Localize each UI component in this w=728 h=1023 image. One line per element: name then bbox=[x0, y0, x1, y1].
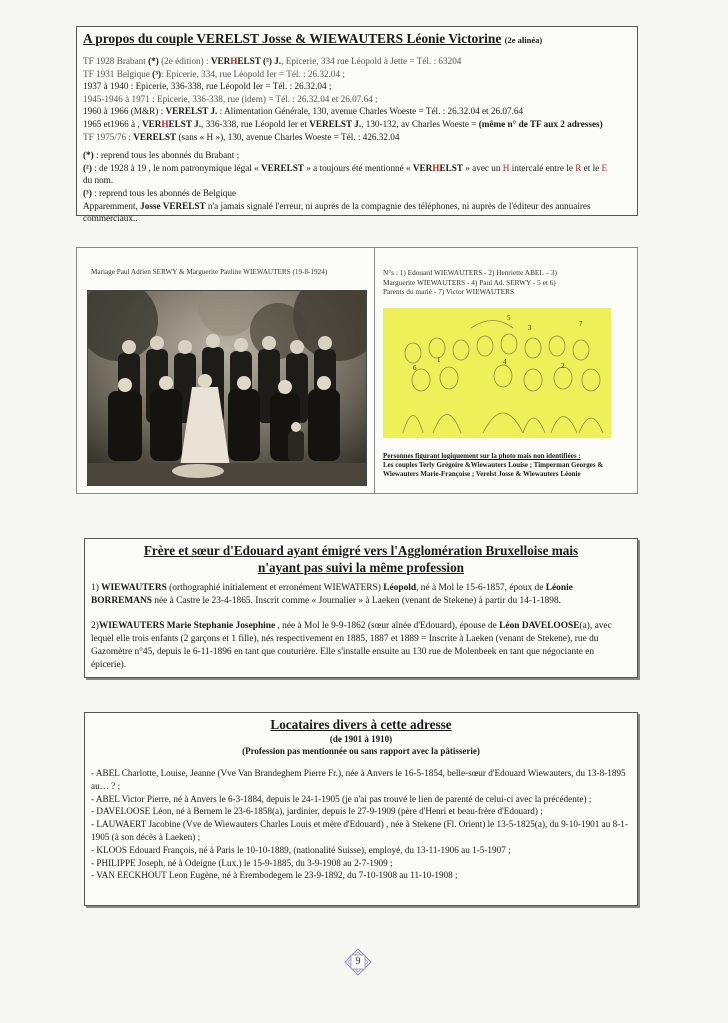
list-item: - ABEL Charlotte, Louise, Jeanne (Vve Van Brandeghem Pierre Fr.), née à Anvers le 16-5-1854, belle-sœur d'Edouard Wiewauters, du 13-8-1895 au… ? ; bbox=[91, 768, 626, 791]
people-legend: N°s : 1) Edouard WIEWAUTERS - 2) Henriette ABEL – 3) Marguerite WIEWAUTERS - 4) Paul Ad. SERWY - 5 et 6) Parents du marié - 7) Victor WIEWAUTERS bbox=[383, 268, 557, 297]
section-title: A propos du couple VERELST Josse & WIEWAUTERS Léonie Victorine (2e alinéa) bbox=[83, 31, 543, 46]
sketch-number: 3 bbox=[528, 324, 532, 332]
directory-line: 1960 à 1966 (M&R) : VERELST J. : Alimentation Générale, 130, avenue Charles Woeste = Tél. : 26.32.04 et 26.07.64 bbox=[83, 106, 524, 117]
remark: Apparemment, Josse VERELST n'a jamais signalé l'erreur, ni auprès de la compagnie des téléphones, ni auprès de l'éditeur des annuaires commerciaux.. bbox=[83, 200, 591, 224]
sketch-number: 1 bbox=[437, 356, 441, 364]
list-item: - LAUWAERT Jacobine (Vve de Wiewauters Charles Louis et mère d'Edouard) , née à Stekene (Fl. Orient) le 13-5-1825(a), du 9-10-1901 au 8-1-1905 (à son décès à Laeken) ; bbox=[91, 819, 628, 842]
siblings-box bbox=[84, 538, 638, 678]
wedding-photo-box bbox=[76, 247, 638, 494]
sketch-number: 4 bbox=[503, 358, 507, 366]
directory-line: TF 1928 Brabant (*) (2e édition) : VERHELST (²) J., Epicerie, 334 rue Léopold à Jette = Tél. : 63204 bbox=[83, 56, 462, 66]
directory-entries bbox=[83, 55, 631, 143]
list-item: - VAN EECKHOUT Leon Eugène, né à Erembodegem le 23-9-1892, du 7-10-1908 au 11-10-1908 ; bbox=[91, 870, 458, 881]
directory-line: TF 1975/76 : VERELST (sans « H »), 130, avenue Charles Woeste = Tél. : 426.32.04 bbox=[83, 131, 400, 142]
list-item: - KLOOS Edouard François, né à Paris le 10-10-1889, (nationalité Suisse), employé, du 13-11-1906 au 1-5-1907 ; bbox=[91, 844, 511, 855]
directory-line: TF 1931 Belgique (³): Epicerie, 334, rue Léopold Ier = Tél. : 26.32.04 ; bbox=[83, 68, 345, 79]
tenant-list bbox=[91, 767, 631, 882]
list-item: - PHILIPPE Joseph, né à Odeigne (Lux.) le 15-9-1885, du 3-9-1908 au 2-7-1909 ; bbox=[91, 857, 393, 868]
list-item: - DAVELOOSE Léon, né à Bernem le 23-6-1858(a), jardinier, depuis le 27-9-1909 (père d'Henri et beau-frère d'Edouard) ; bbox=[91, 806, 543, 817]
sketch-number: 2 bbox=[561, 362, 565, 370]
footnote: (³) : reprend tous les abonnés de Belgique bbox=[83, 187, 237, 198]
date-range: (de 1901 à 1910) bbox=[329, 734, 393, 744]
section-title: Locataires divers à cette adresse bbox=[270, 717, 452, 732]
wedding-photo bbox=[87, 290, 367, 486]
tenants-box bbox=[84, 712, 638, 906]
directory-line: 1965 et1966 à , VERHELST J., 336-338, rue Léopold Ier et VERELST J., 130-132, av Charles Woeste = (même n° de TF aux 2 adresses) bbox=[83, 118, 603, 129]
unidentified-people: Personnes figurant logiquement sur la photo mais non identifiées : Les couples Terly Grégoire &Wiewauters Louise ; Timperman Georges & Wiewauters Marie-Françoise ; Verelst Josse & Wiewauters Léonie bbox=[383, 452, 604, 478]
sketch-number: 7 bbox=[579, 320, 583, 328]
numbered-sketch bbox=[383, 308, 611, 438]
directory-line: 1945-1946 à 1971 : Epicerie, 336-338, rue (idem) = Tél. : 26.32.04 et 26.07.64 ; bbox=[83, 93, 378, 104]
photo-image bbox=[88, 291, 366, 485]
list-item: - ABEL Victor Pierre, né à Anvers le 6-3-1884, depuis le 24-1-1905 (je n'ai pas trouvé le lien de parenté de celui-ci avec la précédente) ; bbox=[91, 793, 592, 804]
photo-caption: Mariage Paul Adrien SERWY & Marguerite Pauline WIEWAUTERS (19-8-1924) bbox=[91, 268, 328, 276]
footnotes bbox=[83, 149, 631, 225]
sibling-paragraph: 1) WIEWAUTERS (orthographié initialement et erronément WIEWATERS) Léopold, né à Mol le 15-6-1857, époux de Léonie BORREMANS née à Castre le 23-4-1865. Inscrit comme « Journalier » à Laeken (venant de Stekene) à partir du 14-1-1898. bbox=[91, 583, 573, 606]
footnote: (*) : reprend tous les abonnés du Brabant ; bbox=[83, 150, 240, 161]
column-divider bbox=[374, 248, 375, 493]
page-number: 9 bbox=[355, 956, 361, 967]
footnote-continued: du nom. bbox=[83, 175, 114, 186]
directory-line: 1937 à 1940 : Epicerie, 336-338, rue Léopold Ier = Tél. : 26.32.04 ; bbox=[83, 81, 332, 92]
sketch-number: 6 bbox=[413, 364, 417, 372]
sibling-paragraph: 2)WIEWAUTERS Marie Stephanie Josephine , née à Mol le 9-9-1862 (sœur aînée d'Edouard), épouse de Léon DAVELOOSE(a), avec lequel elle trois enfants (2 garçons et 1 fille), nés respectivement en 1885, 1887 et 1889 = Inscrite à Laeken (venant de Stekene), rue du Gazomètre n°45, depuis le 6-11-1896 en tant que couturière. Elle s'installe ensuite au 130 rue de Molenbeek en tant que négociante en épicerie). bbox=[91, 621, 612, 670]
page-number-badge bbox=[344, 948, 372, 976]
sketch-number: 5 bbox=[507, 314, 511, 322]
profession-note: (Profession pas mentionnée ou sans rapport avec la pâtisserie) bbox=[242, 746, 480, 756]
footnote: (²) : de 1928 à 19 , le nom patronymique légal « VERELST » a toujours été mentionné « VERHELST » avec un H intercalé entre le R et le E bbox=[83, 162, 608, 173]
sketch-drawing bbox=[383, 308, 611, 438]
section-title: Frère et sœur d'Edouard ayant émigré vers l'Agglomération Bruxelloise mais n'ayant pas suivi la même profession bbox=[143, 543, 579, 575]
telephone-directory-box bbox=[76, 26, 638, 224]
